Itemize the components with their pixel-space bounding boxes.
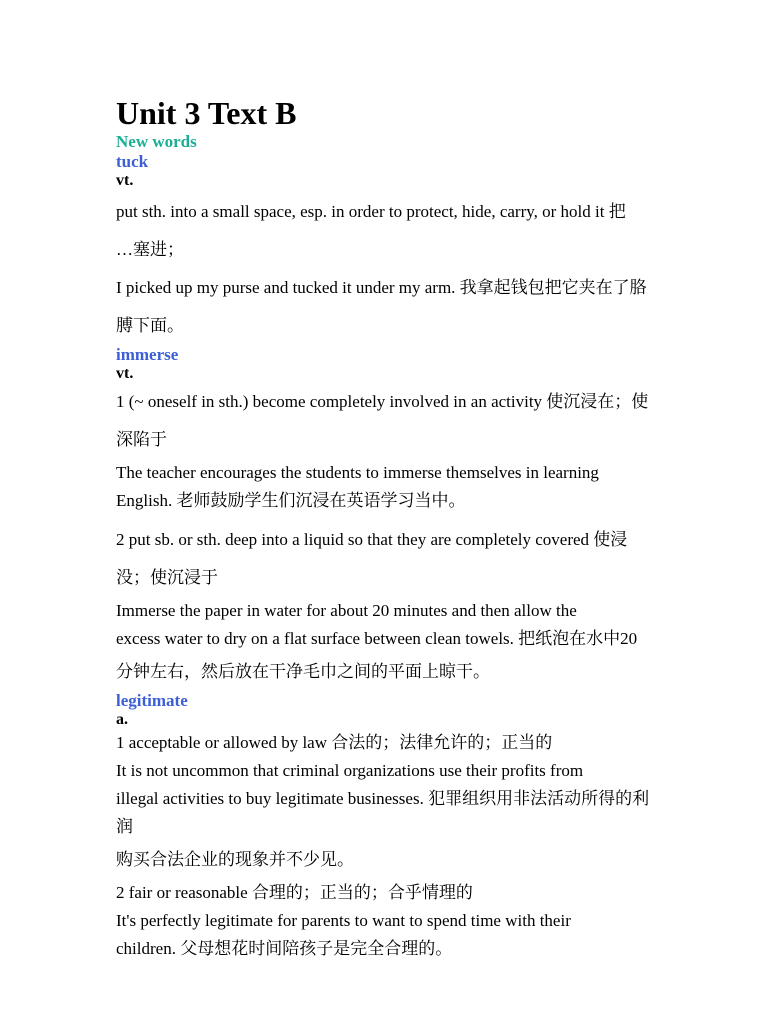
headword-immerse: immerse	[116, 345, 179, 364]
definition-line: 1 (~ oneself in sth.) become completely involved in an activity 使沉浸在；使	[116, 392, 649, 411]
example-sentence: excess water to dry on a flat surface between clean towels. 把纸泡在水中20	[116, 629, 638, 648]
example-sentence: It's perfectly legitimate for parents to want to spend time with their	[116, 911, 571, 930]
part-of-speech: vt.	[116, 172, 134, 189]
example-sentence: I picked up my purse and tucked it under my arm. 我拿起钱包把它夹在了胳膊下面。	[116, 278, 647, 335]
definition-line: 1 acceptable or allowed by law 合法的；法律允许的；正当的	[116, 733, 553, 752]
example-sentence: 购买合法企业的现象并不少见。	[116, 850, 354, 869]
definition-line: 2 put sb. or sth. deep into a liquid so that they are completely covered 使浸	[116, 530, 628, 549]
example-sentence: The teacher encourages the students to immerse themselves in learning	[116, 463, 599, 482]
headword-legitimate: legitimate	[116, 691, 188, 710]
definition-line: 没；使沉浸于	[116, 568, 218, 587]
definition-line: 深陷于	[116, 430, 167, 449]
example-sentence: children. 父母想花时间陪孩子是完全合理的。	[116, 939, 453, 958]
example-sentence: illegal activities to buy legitimate businesses. 犯罪组织用非法活动所得的利润	[116, 789, 650, 836]
document-page	[116, 94, 656, 963]
example-sentence: It is not uncommon that criminal organizations use their profits from	[116, 761, 584, 780]
part-of-speech: vt.	[116, 365, 134, 382]
definition-line: 2 fair or reasonable 合理的；正当的；合乎情理的	[116, 883, 473, 902]
example-sentence: 分钟左右，然后放在干净毛巾之间的平面上晾干。	[116, 662, 490, 681]
definition-line: put sth. into a small space, esp. in order to protect, hide, carry, or hold it 把	[116, 202, 626, 221]
headword-tuck: tuck	[116, 152, 149, 171]
page-title: Unit 3 Text B	[116, 95, 297, 131]
definition-line: …塞进；	[116, 240, 184, 259]
section-label-new-words: New words	[116, 132, 197, 151]
example-sentence: English. 老师鼓励学生们沉浸在英语学习当中。	[116, 491, 466, 510]
example-sentence: Immerse the paper in water for about 20 minutes and then allow the	[116, 601, 577, 620]
part-of-speech: a.	[116, 711, 128, 728]
